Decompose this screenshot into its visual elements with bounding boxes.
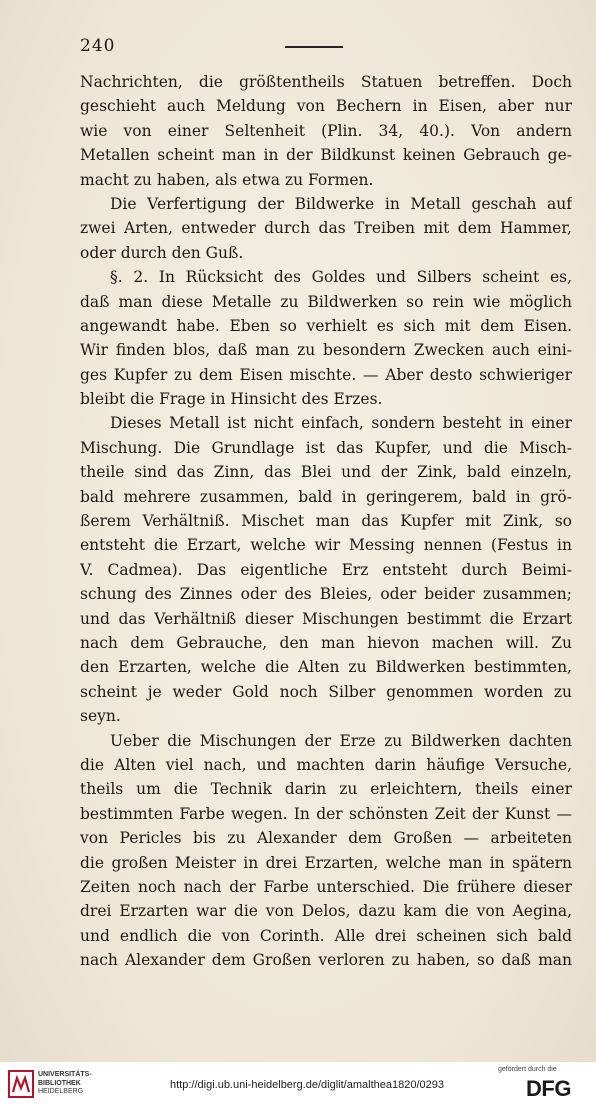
text-line: Ueber die Mischungen der Erze zu Bildwerken dachten — [110, 731, 572, 750]
funder-caption: gefördert durch die — [498, 1066, 557, 1073]
text-line: §. 2. In Rücksicht des Goldes und Silbers scheint es, — [110, 268, 572, 287]
text-line: Nachrichten, die größtentheils Statuen betreffen. Doch — [80, 73, 572, 91]
text-line: nach Alexander dem Großen verloren zu haben, so daß man — [80, 951, 572, 970]
text-line: theils um die Technik darin zu erleichtern, theils einer — [80, 780, 572, 799]
footer-bar — [0, 1062, 596, 1106]
text-line: nach dem Gebrauche, den man hievon machen will. Zu — [80, 633, 572, 652]
text-line: Die Verfertigung der Bildwerke in Metall geschah auf — [110, 194, 572, 213]
header-rule — [285, 46, 343, 48]
institution-line-2: BIBLIOTHEK — [38, 1079, 81, 1087]
page-number: 240 — [80, 36, 116, 56]
text-line: theile sind das Zinn, das Blei und der Zink, bald einzeln, — [80, 463, 572, 482]
text-line: drei Erzarten war die von Delos, dazu kam die von Aegina, — [80, 902, 572, 921]
university-seal-icon — [8, 1070, 34, 1098]
dfg-logo: DFG — [526, 1076, 571, 1101]
text-line: bestimmten Farbe wegen. In der schönsten Zeit der Kunst — — [80, 804, 572, 823]
text-line: den Erzarten, welche die Alten zu Bildwerken bestimmten, — [80, 658, 572, 677]
text-line: Mischung. Die Grundlage ist das Kupfer, und die Misch- — [80, 438, 572, 457]
text-line: Wir finden blos, daß man zu besondern Zwecken auch eini- — [80, 341, 572, 360]
text-line: Metallen scheint man in der Bildkunst keinen Gebrauch ge- — [80, 146, 572, 165]
institution-line-3: HEIDELBERG — [38, 1088, 84, 1095]
text-line: und endlich die von Corinth. Alle drei scheinen sich bald — [80, 926, 572, 945]
text-line: scheint je weder Gold noch Silber genommen worden zu — [80, 682, 572, 701]
text-line: Zeiten noch nach der Farbe unterschied. Die frühere dieser — [80, 877, 572, 896]
text-line: bleibt die Frage in Hinsicht des Erzes. — [80, 390, 383, 409]
text-line: daß man diese Metalle zu Bildwerken so rein wie möglich — [80, 292, 572, 311]
text-line: geschieht auch Meldung von Bechern in Eisen, aber nur — [80, 97, 572, 116]
text-line: schung des Zinnes oder des Bleies, oder beider zusammen; — [80, 585, 572, 604]
text-line: angewandt habe. Eben so verhielt es sich mit dem Eisen. — [80, 316, 572, 335]
text-line: wie von einer Seltenheit (Plin. 34, 40.). Von andern — [80, 121, 572, 140]
text-line: Dieses Metall ist nicht einfach, sondern besteht in einer — [110, 414, 572, 433]
text-line: oder durch den Guß. — [80, 243, 244, 262]
text-line: entsteht die Erzart, welche wir Messing nennen (Festus in — [80, 536, 572, 555]
institution-name — [38, 1071, 92, 1097]
text-line: von Pericles bis zu Alexander dem Großen — arbeiteten — [80, 829, 572, 848]
text-line: macht zu haben, als etwa zu Formen. — [80, 170, 374, 189]
text-line: bald mehrere zusammen, bald in geringerem, bald in grö- — [80, 487, 572, 506]
text-line: die Alten viel nach, und machten darin häufige Versuche, — [80, 755, 572, 774]
permalink-url[interactable]: http://digi.ub.uni-heidelberg.de/diglit/amalthea1820/0293 — [170, 1079, 444, 1091]
text-line: ßerem Verhältniß. Mischet man das Kupfer mit Zink, so — [80, 512, 572, 531]
text-line: seyn. — [80, 707, 121, 726]
text-line: ges Kupfer zu dem Eisen mischte. — Aber desto schwieriger — [80, 365, 572, 384]
text-line: die großen Meister in drei Erzarten, welche man in spätern — [80, 853, 572, 872]
text-line: zwei Arten, entweder durch das Treiben mit dem Hammer, — [80, 219, 572, 238]
text-line: V. Cadmea). Das eigentliche Erz entsteht durch Beimi- — [80, 560, 572, 579]
institution-line-1: UNIVERSITÄTS- — [38, 1071, 92, 1078]
body-text — [80, 70, 572, 972]
text-line: und das Verhältniß dieser Mischungen bestimmt die Erzart — [80, 609, 572, 628]
